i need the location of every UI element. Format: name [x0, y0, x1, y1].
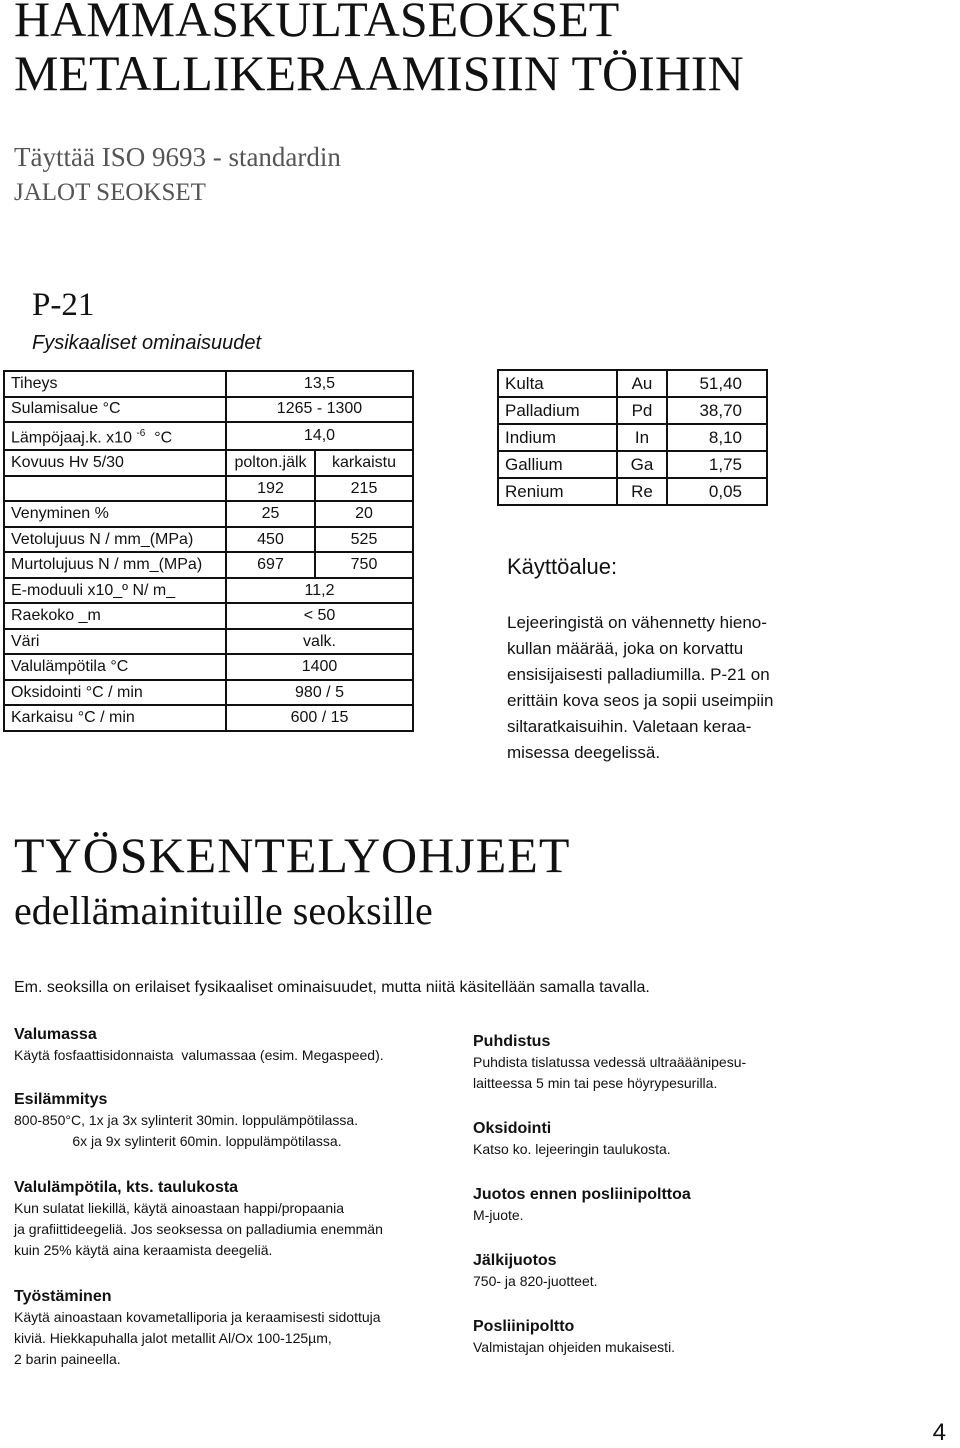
property-label — [4, 476, 226, 502]
composition-table — [497, 369, 768, 506]
property-label: Oksidointi °C / min — [4, 680, 226, 706]
section-line: Katso ko. lejeeringin taulukosta. — [473, 1141, 671, 1157]
element-symbol: Pd — [617, 397, 666, 424]
element-percent: 0,05 — [667, 478, 767, 505]
property-label: Tiheys — [4, 371, 226, 397]
title-line-2: METALLIKERAAMISIIN TÖIHIN — [14, 45, 744, 101]
property-label: Murtolujuus N / mm_(MPa) — [4, 552, 226, 578]
section-juotos — [473, 1185, 691, 1226]
document-title — [14, 0, 744, 100]
property-value: polton.jälk — [226, 450, 315, 476]
property-value: 13,5 — [226, 371, 413, 397]
element-percent: 1,75 — [667, 451, 767, 478]
usage-line: ensisijaisesti palladiumilla. P-21 on — [507, 665, 770, 684]
property-value: 1400 — [226, 654, 413, 680]
table-row — [4, 603, 413, 629]
element-symbol: Re — [617, 478, 666, 505]
table-row — [4, 654, 413, 680]
section-heading: Esilämmitys — [14, 1091, 108, 1108]
section-heading: Puhdistus — [473, 1033, 551, 1050]
element-name: Gallium — [498, 451, 617, 478]
table-row — [498, 370, 767, 397]
section-line: laitteessa 5 min tai pese höyrypesurilla. — [473, 1075, 718, 1091]
table-row — [4, 450, 413, 476]
section-line: Valmistajan ohjeiden mukaisesti. — [473, 1339, 676, 1355]
element-percent: 51,40 — [667, 370, 767, 397]
property-value: 525 — [315, 527, 413, 553]
category-subtitle: JALOT SEOKSET — [14, 179, 206, 206]
title-line-1: HAMMASKULTASEOKSET — [14, 0, 620, 47]
property-label: Lämpöjaaj.k. x10 $^{-6}$ °C — [4, 422, 226, 450]
property-value: 600 / 15 — [226, 705, 413, 731]
property-label: Sulamisalue °C — [4, 397, 226, 423]
element-symbol: Au — [617, 370, 666, 397]
section-line: Kun sulatat liekillä, käytä ainoastaan happi/propaania — [14, 1200, 345, 1216]
property-label: Väri — [4, 629, 226, 655]
section-line: 800-850°C, 1x ja 3x sylinterit 30min. loppulämpötilassa. — [14, 1112, 359, 1128]
table-row — [4, 501, 413, 527]
table-row — [4, 680, 413, 706]
property-value: karkaistu — [315, 450, 413, 476]
property-label: Raekoko _m — [4, 603, 226, 629]
table-row — [4, 422, 413, 450]
section-line: ja grafiittideegeliä. Jos seoksessa on palladiumia enemmän — [14, 1221, 383, 1237]
section-line: 2 barin paineella. — [14, 1351, 121, 1367]
property-value: 192 — [226, 476, 315, 502]
section-oksidointi — [473, 1119, 671, 1160]
section-heading: Oksidointi — [473, 1120, 552, 1137]
section-line: kuin 25% käytä aina keraamista deegeliä. — [14, 1242, 273, 1258]
section-line: M-juote. — [473, 1207, 524, 1223]
table-row — [498, 424, 767, 451]
property-label: Valulämpötila °C — [4, 654, 226, 680]
section-tyostaminen — [14, 1287, 381, 1370]
usage-line: misessa deegelissä. — [507, 743, 661, 762]
property-label: Venyminen % — [4, 501, 226, 527]
section-heading: Valumassa — [14, 1026, 97, 1043]
section-valulampotila — [14, 1178, 383, 1261]
property-label: Vetolujuus N / mm_(MPa) — [4, 527, 226, 553]
section-esilammitys — [14, 1090, 358, 1152]
element-symbol: Ga — [617, 451, 666, 478]
table-row — [4, 527, 413, 553]
product-name: P-21 — [32, 287, 95, 323]
page-number: 4 — [932, 1419, 946, 1446]
table-row — [4, 397, 413, 423]
property-value: 11,2 — [226, 578, 413, 604]
section-heading: Juotos ennen posliinipolttoa — [473, 1186, 691, 1203]
element-name: Kulta — [498, 370, 617, 397]
element-name: Renium — [498, 478, 617, 505]
usage-text — [507, 610, 807, 766]
section-heading: Valulämpötila, kts. taulukosta — [14, 1179, 239, 1196]
section-heading: Jälkijuotos — [473, 1252, 557, 1269]
element-name: Indium — [498, 424, 617, 451]
section-line: Käytä ainoastaan kovametalliporia ja keraamisesti sidottuja — [14, 1309, 381, 1325]
table-row — [498, 451, 767, 478]
table-row — [4, 578, 413, 604]
element-symbol: In — [617, 424, 666, 451]
properties-title: Fysikaaliset ominaisuudet — [32, 332, 261, 354]
property-value: 980 / 5 — [226, 680, 413, 706]
usage-line: siltaratkaisuihin. Valetaan keraa- — [507, 717, 752, 736]
section-line: Käytä fosfaattisidonnaista valumassaa (esim. Megaspeed). — [14, 1047, 384, 1063]
section-jalkijuotos — [473, 1251, 598, 1292]
usage-title: Käyttöalue: — [507, 554, 618, 579]
properties-table — [3, 370, 414, 732]
property-value: 20 — [315, 501, 413, 527]
element-percent: 38,70 — [667, 397, 767, 424]
table-row — [4, 371, 413, 397]
section-line: 750- ja 820-juotteet. — [473, 1273, 598, 1289]
table-row — [498, 478, 767, 505]
instructions-intro: Em. seoksilla on erilaiset fysikaaliset ominaisuudet, mutta niitä käsitellään samalla tavalla. — [14, 979, 650, 996]
table-row — [4, 629, 413, 655]
section-line: kiviä. Hiekkapuhalla jalot metallit Al/Ox 100-125µm, — [14, 1330, 332, 1346]
property-label: Karkaisu °C / min — [4, 705, 226, 731]
section-posliinipoltto — [473, 1317, 675, 1358]
section-valumassa — [14, 1025, 384, 1066]
element-percent: 8,10 — [667, 424, 767, 451]
section-line: Puhdista tislatussa vedessä ultraääänipesu- — [473, 1054, 747, 1070]
table-row — [4, 705, 413, 731]
property-label: Kovuus Hv 5/30 — [4, 450, 226, 476]
property-value: 215 — [315, 476, 413, 502]
instructions-title: TYÖSKENTELYOHJEET — [14, 827, 571, 883]
section-line: 6x ja 9x sylinterit 60min. loppulämpötilassa. — [14, 1133, 342, 1149]
table-row — [498, 397, 767, 424]
property-label: E-moduuli x10_º N/ m_ — [4, 578, 226, 604]
property-value: 25 — [226, 501, 315, 527]
usage-line: Lejeeringistä on vähennetty hieno- — [507, 613, 767, 632]
usage-line: erittäin kova seos ja sopii useimpiin — [507, 691, 774, 710]
instructions-subtitle: edellämainituille seoksille — [14, 888, 433, 933]
property-value: 697 — [226, 552, 315, 578]
property-value: 750 — [315, 552, 413, 578]
table-row — [4, 552, 413, 578]
section-heading: Posliinipoltto — [473, 1318, 575, 1335]
element-name: Palladium — [498, 397, 617, 424]
usage-line: kullan määrää, joka on korvattu — [507, 639, 744, 658]
property-value: valk. — [226, 629, 413, 655]
table-row — [4, 476, 413, 502]
property-value: 1265 - 1300 — [226, 397, 413, 423]
standard-subtitle: Täyttää ISO 9693 - standardin — [14, 142, 341, 172]
section-puhdistus — [473, 1032, 746, 1094]
property-value: 14,0 — [226, 422, 413, 450]
property-value: 450 — [226, 527, 315, 553]
section-heading: Työstäminen — [14, 1288, 112, 1305]
property-value: < 50 — [226, 603, 413, 629]
